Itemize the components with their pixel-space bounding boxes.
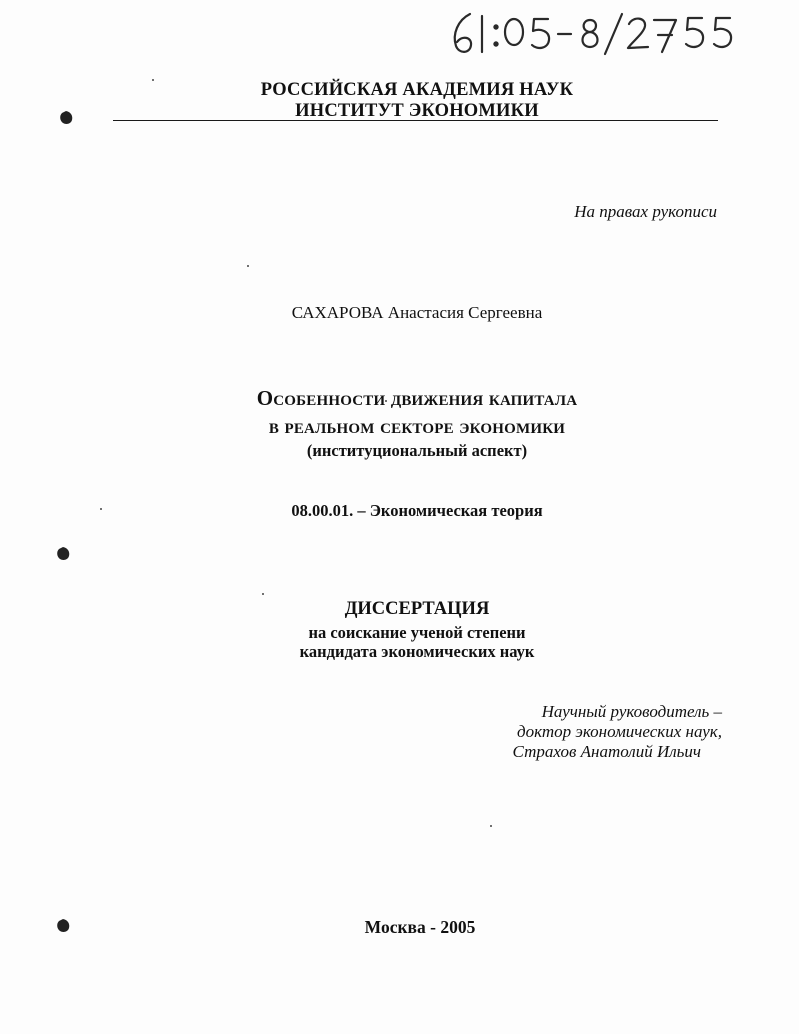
handwritten-catalog-number-drawing [440, 2, 740, 62]
supervisor-name: Страхов Анатолий Ильич [512, 742, 701, 761]
title-line-1: Особенности движения капитала [256, 386, 578, 410]
organization-line-1: РОССИЙСКАЯ АКАДЕМИЯ НАУК [260, 80, 574, 100]
place-year: Москва - 2005 [364, 917, 476, 937]
scan-speck [262, 593, 264, 595]
dissertation-line-2: кандидата экономических наук [299, 642, 535, 661]
organization-line-2: ИНСТИТУТ ЭКОНОМИКИ [295, 101, 539, 121]
header-rule [113, 120, 718, 121]
author-name: САХАРОВА Анастасия Сергеевна [291, 303, 543, 322]
manuscript-note: На правах рукописи [574, 202, 717, 221]
handwritten-catalog-number [440, 2, 740, 62]
scan-speck [490, 825, 492, 827]
punch-hole-mark [55, 546, 71, 562]
specialty-code: 08.00.01. – Экономическая теория [291, 501, 543, 520]
supervisor-degree: доктор экономических наук, [517, 722, 722, 741]
title-line-2: в реальном секторе экономики [268, 414, 566, 438]
dissertation-heading: ДИССЕРТАЦИЯ [344, 599, 490, 619]
scan-speck [247, 265, 249, 267]
dissertation-line-1: на соискание ученой степени [308, 623, 526, 642]
title-subtitle: (институциональный аспект) [306, 441, 528, 460]
supervisor-role: Научный руководитель – [541, 702, 722, 721]
